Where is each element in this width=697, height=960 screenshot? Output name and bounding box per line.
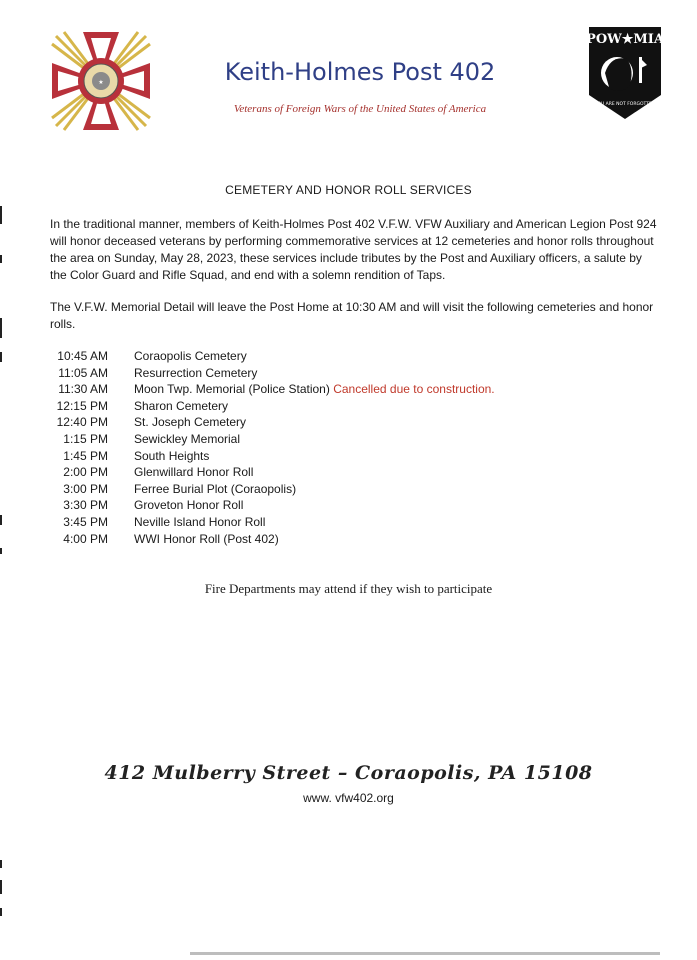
schedule-location-line	[134, 365, 257, 382]
schedule-time: 12:40 PM	[56, 415, 108, 430]
scan-edge-mark	[0, 880, 2, 894]
schedule-location-line	[134, 398, 228, 415]
schedule-location: Sharon Cemetery	[134, 398, 229, 413]
schedule-location-line	[134, 464, 253, 481]
scan-edge-mark	[0, 255, 2, 263]
schedule-row	[50, 448, 650, 465]
schedule-row	[50, 481, 650, 498]
schedule-time: 11:05 AM	[58, 365, 108, 380]
intro-paragraph: In the traditional manner, members of Keith-Holmes Post 402 V.F.W. VFW Auxiliary and American Legion Post 924 will honor deceased veterans by performing commemorative services at 12 cemeteries and honor rolls throughout the area on Sunday, May 28, 2023, these services include tributes by the Post and Auxiliary officers, a salute by the Color Guard and Rifle Squad, and end with a solemn rendition of Taps.	[50, 217, 657, 282]
schedule-location-line	[134, 531, 279, 548]
schedule-time: 12:15 PM	[56, 398, 108, 413]
schedule-location-line	[134, 381, 495, 398]
schedule-location-line	[134, 348, 247, 365]
page-title: Keith-Holmes Post 402	[224, 58, 496, 86]
scan-edge-mark	[0, 515, 2, 525]
schedule-time: 10:45 AM	[57, 349, 108, 363]
schedule-row	[50, 414, 650, 431]
scan-edge-mark	[0, 860, 2, 868]
schedule-row	[50, 514, 650, 531]
schedule-location: Glenwillard Honor Roll	[134, 465, 254, 480]
schedule-location: Groveton Honor Roll	[134, 498, 244, 513]
scan-edge-mark	[0, 352, 2, 362]
schedule-location: St. Joseph Cemetery	[134, 415, 247, 430]
schedule-location: Sewickley Memorial	[134, 431, 241, 446]
schedule-time: 11:30 AM	[58, 382, 108, 397]
schedule-location: Neville Island Honor Roll	[134, 514, 266, 529]
schedule-time: 2:00 PM	[63, 465, 108, 480]
schedule-location: WWI Honor Roll (Post 402)	[134, 531, 279, 546]
fire-department-note: Fire Departments may attend if they wish to participate	[204, 581, 493, 596]
schedule-time: 1:45 PM	[63, 448, 108, 463]
scan-bottom-edge	[190, 952, 660, 955]
schedule-time: 4:00 PM	[63, 531, 108, 546]
section-heading: CEMETERY AND HONOR ROLL SERVICES	[225, 183, 472, 197]
scan-edge-mark	[0, 318, 2, 338]
organization-subtitle: Veterans of Foreign Wars of the United States of America	[233, 103, 487, 115]
pow-mia-caption: YOU ARE NOT FORGOTTEN	[594, 102, 656, 107]
schedule-location-line	[134, 414, 246, 431]
schedule-cancel-note: Cancelled due to construction.	[333, 382, 495, 397]
schedule-row	[50, 398, 650, 415]
schedule-location-line	[134, 514, 265, 531]
schedule-location: Moon Twp. Memorial (Police Station)	[134, 382, 330, 397]
vfw-cross-icon	[48, 28, 154, 134]
schedule-row	[50, 431, 650, 448]
schedule-location-line	[134, 497, 243, 514]
schedule-list	[50, 348, 650, 547]
schedule-location-line	[134, 481, 296, 498]
schedule-row	[50, 464, 650, 481]
schedule-row	[50, 365, 650, 382]
scan-edge-mark	[0, 908, 2, 916]
schedule-location: Resurrection Cemetery	[134, 365, 258, 380]
post-address: 412 Mulberry Street – Coraopolis, PA 15108	[104, 762, 593, 784]
schedule-location-line	[134, 448, 209, 465]
schedule-row	[50, 348, 650, 365]
schedule-time: 1:15 PM	[63, 431, 108, 446]
schedule-time: 3:45 PM	[63, 514, 108, 529]
schedule-time: 3:30 PM	[63, 498, 108, 513]
schedule-row	[50, 531, 650, 548]
schedule-location: Ferree Burial Plot (Coraopolis)	[134, 481, 297, 496]
scan-edge-mark	[0, 548, 2, 554]
schedule-time: 3:00 PM	[63, 481, 108, 496]
schedule-row	[50, 381, 650, 398]
svg-text:★: ★	[98, 79, 104, 86]
schedule-location: South Heights	[134, 448, 210, 463]
pow-mia-logo	[587, 25, 663, 121]
scan-edge-mark	[0, 206, 2, 224]
website-link[interactable]: www. vfw402.org	[303, 791, 394, 805]
pow-mia-label: POW★MIA	[587, 32, 663, 47]
vfw-emblem-logo	[48, 28, 154, 134]
schedule-location: Coraopolis Cemetery	[134, 349, 247, 363]
detail-paragraph: The V.F.W. Memorial Detail will leave the Post Home at 10:30 AM and will visit the following cemeteries and honor rolls.	[50, 300, 654, 331]
pow-mia-flag-icon	[587, 25, 663, 121]
schedule-row	[50, 497, 650, 514]
schedule-location-line	[134, 431, 240, 448]
